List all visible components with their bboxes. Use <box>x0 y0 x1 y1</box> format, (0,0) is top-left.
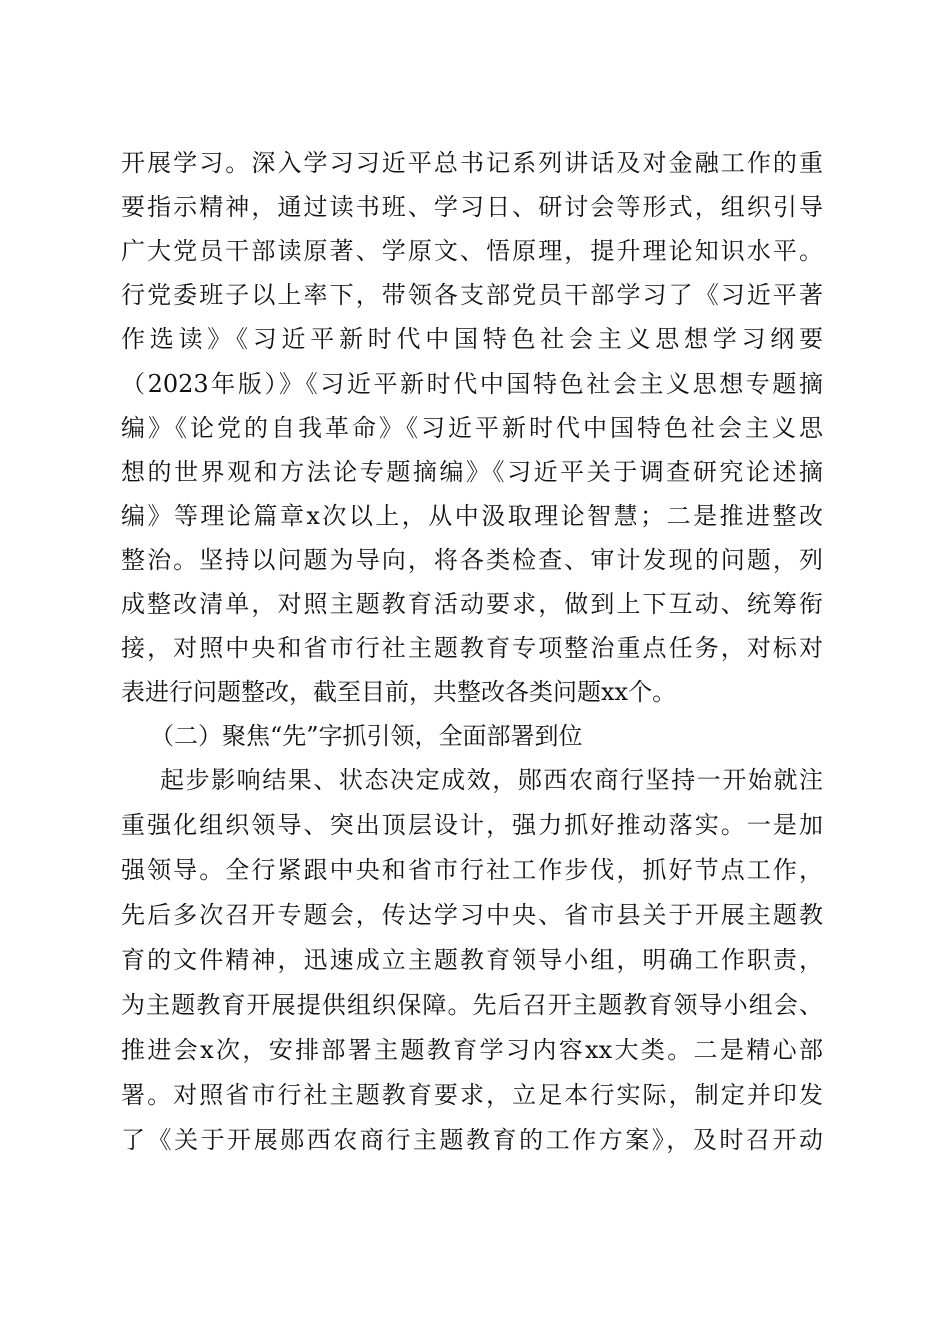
text-line: 先后多次召开专题会，传达学习中央、省市县关于开展主题教 <box>121 901 823 929</box>
text-line: 为主题教育开展提供组织保障。先后召开主题教育领导小组会、 <box>121 991 823 1019</box>
text-line: 表进行问题整改，截至目前，共整改各类问题xx个。 <box>121 678 677 707</box>
text-line: 成整改清单，对照主题教育活动要求，做到上下互动、统筹衔 <box>121 590 823 618</box>
text-line: （2023年版）》《习近平新时代中国特色社会主义思想专题摘 <box>121 369 823 398</box>
text-line: 作选读》《习近平新时代中国特色社会主义思想学习纲要 <box>121 325 823 354</box>
text-line: 编》《论党的自我革命》《习近平新时代中国特色社会主义思 <box>121 413 823 442</box>
text-line: 编》等理论篇章x次以上，从中汲取理论智慧；二是推进整改 <box>121 501 823 530</box>
text-line: 开展学习。深入学习习近平总书记系列讲话及对金融工作的重 <box>121 149 823 177</box>
text-line: 起步影响结果、状态决定成效，郧西农商行坚持一开始就注 <box>160 766 823 794</box>
section-heading: （二）聚焦“先”字抓引领，全面部署到位 <box>150 722 583 750</box>
text-line: 署。对照省市行社主题教育要求，立足本行实际，制定并印发 <box>121 1081 823 1109</box>
text-line: 行党委班子以上率下，带领各支部党员干部学习了《习近平著 <box>121 281 823 310</box>
text-line: 整治。坚持以问题为导向，将各类检查、审计发现的问题，列 <box>121 545 823 574</box>
text-line: 了《关于开展郧西农商行主题教育的工作方案》，及时召开动 <box>121 1126 823 1154</box>
text-line: 要指示精神，通过读书班、学习日、研讨会等形式，组织引导 <box>121 193 823 222</box>
text-line: 接，对照中央和省市行社主题教育专项整治重点任务，对标对 <box>121 634 823 663</box>
text-line: 强领导。全行紧跟中央和省市行社工作步伐，抓好节点工作， <box>121 856 823 884</box>
text-line: 重强化组织领导、突出顶层设计，强力抓好推动落实。一是加 <box>121 811 823 839</box>
text-line: 推进会x次，安排部署主题教育学习内容xx大类。二是精心部 <box>121 1036 823 1064</box>
text-line: 育的文件精神，迅速成立主题教育领导小组，明确工作职责， <box>121 946 823 974</box>
text-line: 想的世界观和方法论专题摘编》《习近平关于调查研究论述摘 <box>121 457 823 486</box>
text-line: 广大党员干部读原著、学原文、悟原理，提升理论知识水平。 <box>121 237 823 266</box>
